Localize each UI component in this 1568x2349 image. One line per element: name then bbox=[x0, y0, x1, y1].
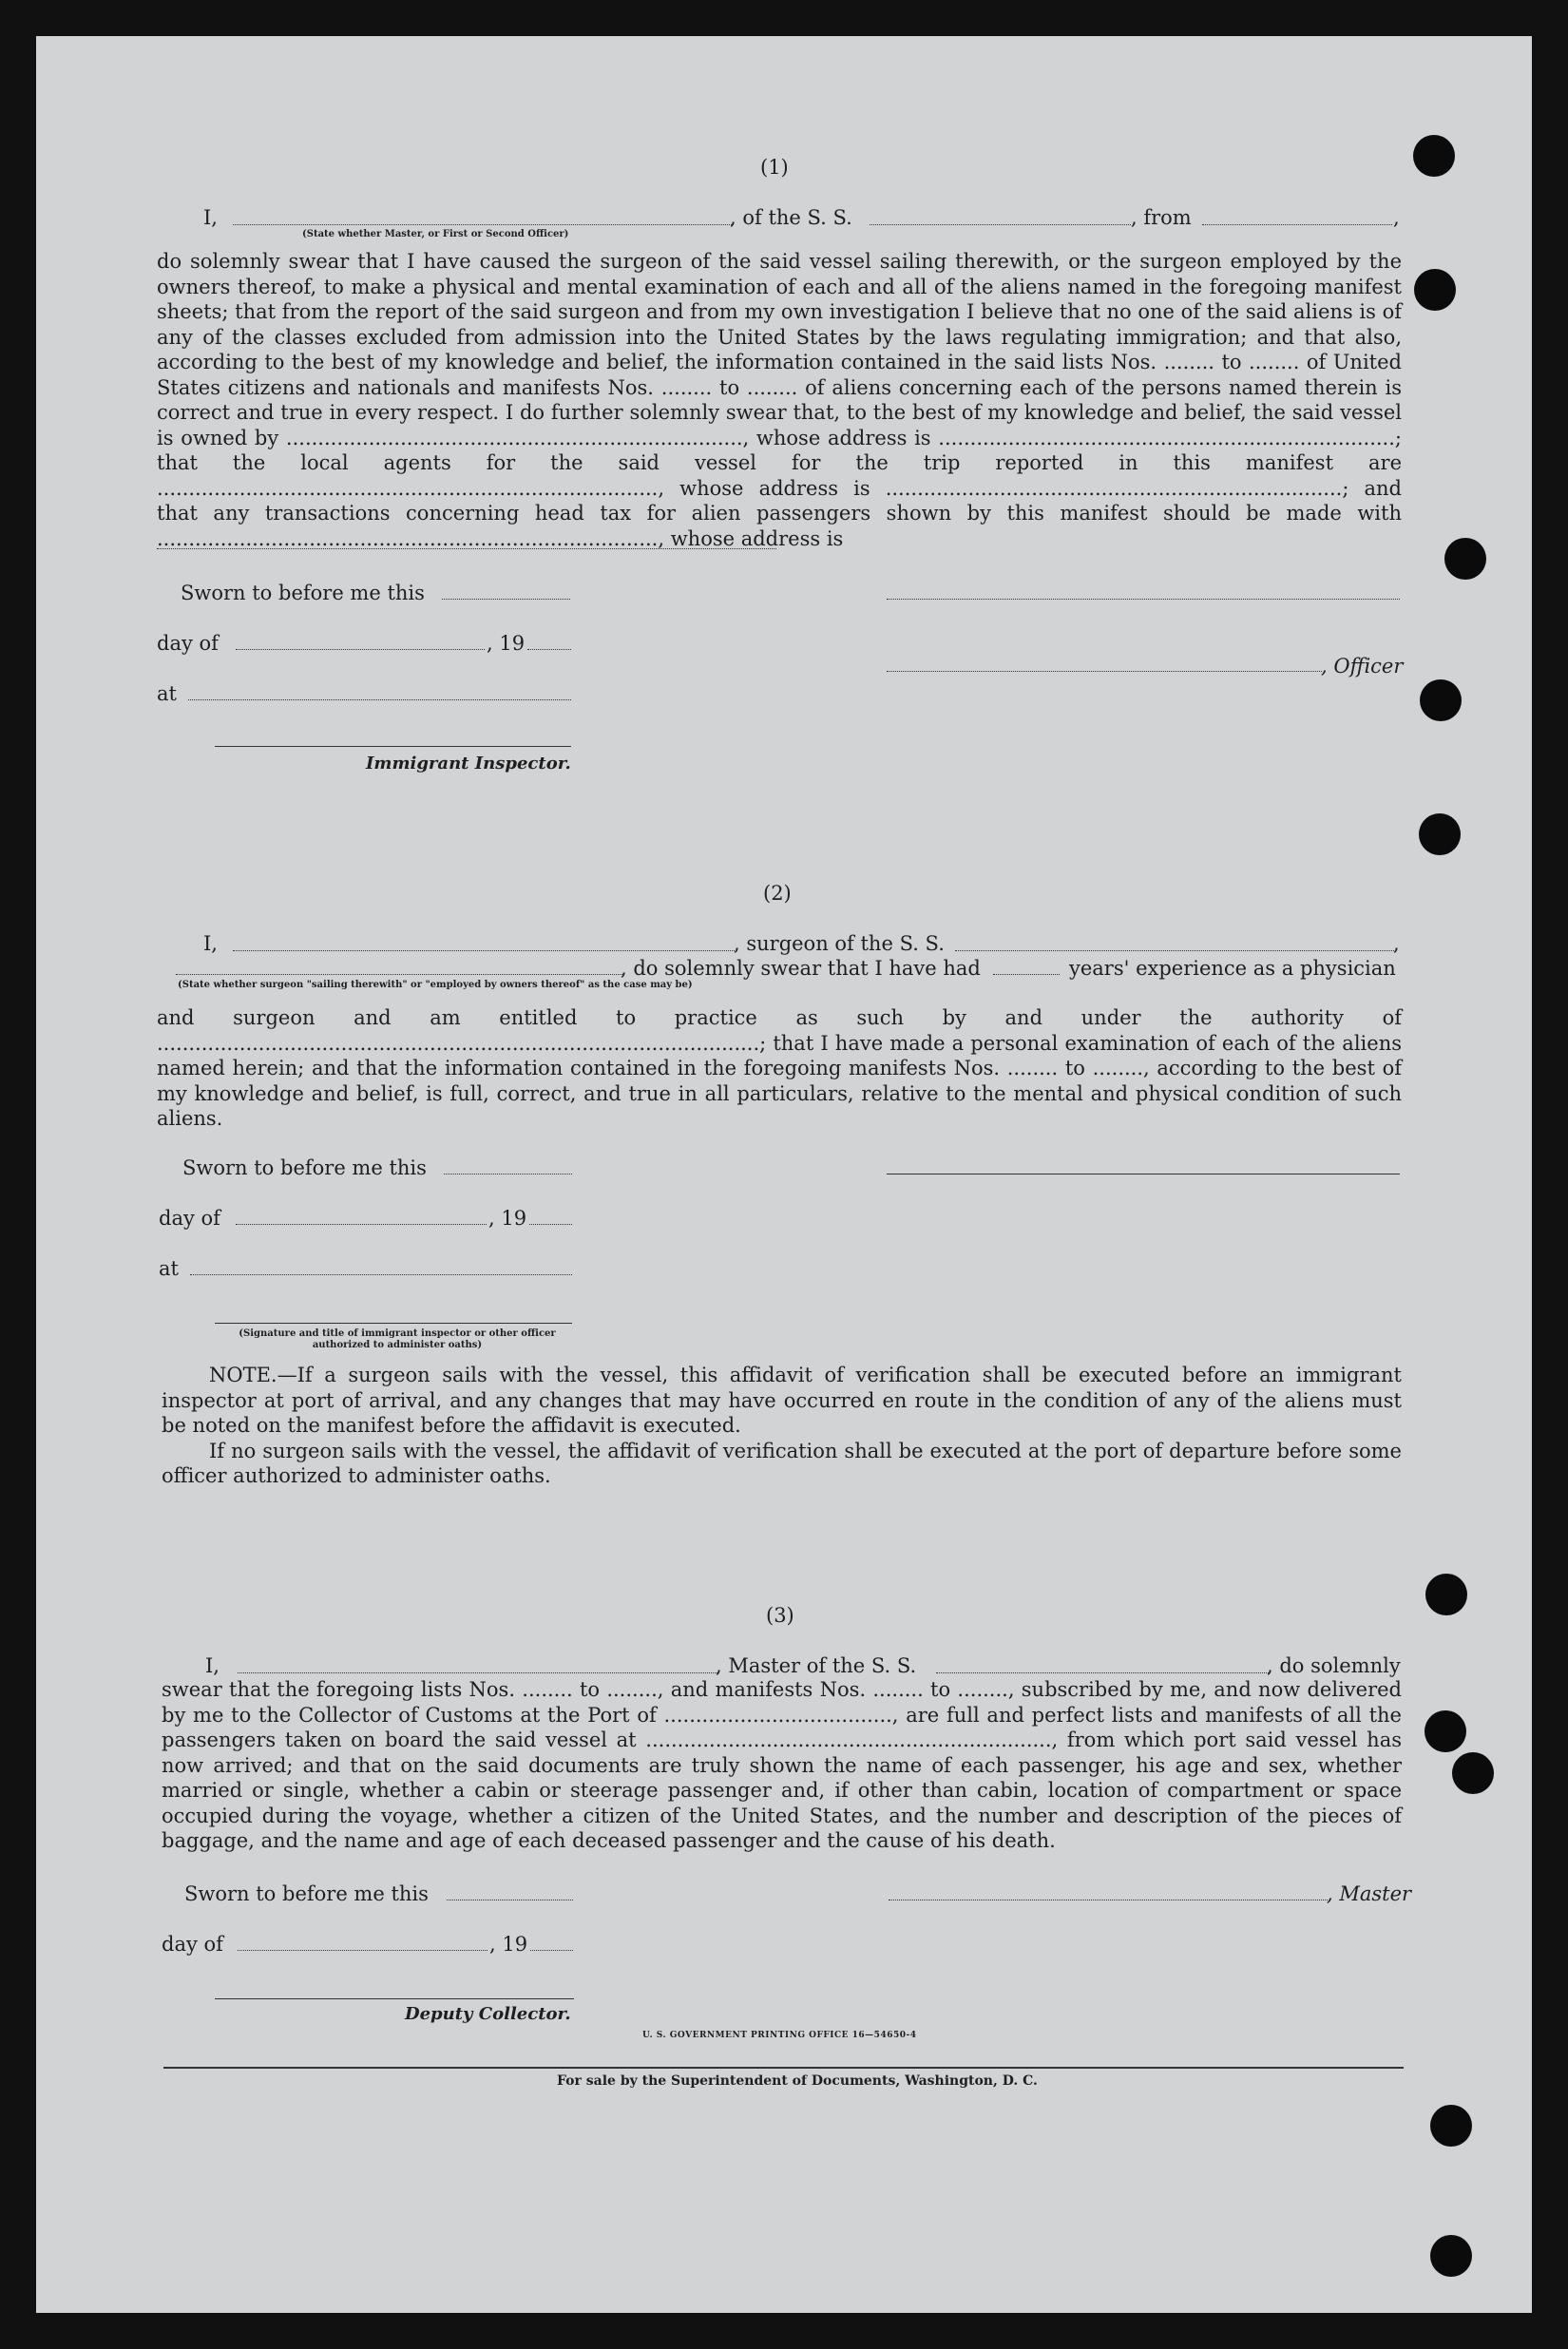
section-1-oath-text: do solemnly swear that I have caused the surgeon of the said vessel sailing therewith, or the surgeon employed by the owners thereof, to make a physical and mental examination of each and all of the aliens named in the foregoing manifest sheets; that from the report of the said surgeon and from my own investigation I believe that no one of the said aliens is of any of the classes excluded from admission into the United States by the laws regulating immigration; and that also, according to the best of my knowledge and belief, the information contained in the said lists Nos. ........ to ........ of United States citizens and nationals and manifests Nos. ........ to ........ of aliens concerning each of the persons named therein is correct and true in every respect. I do further solemnly swear that, to the best of my knowledge and belief, the said vessel is owned by ........................................................................, whose address is ........................................................................; that the local agents for the said vessel for the trip reported in this manifest are ..............................................................................., whose address is ........................................................................; and that any transactions concerning head tax for alien passengers shown by this manifest should be made with ..............................................................................., whose address is bbox=[157, 250, 1402, 550]
surgeon-note: (State whether surgeon "sailing therewith" or "employed by owners thereof" as the case may be) bbox=[178, 980, 693, 990]
surgeon-type-field[interactable] bbox=[176, 974, 622, 975]
surgeon-of-label: , surgeon of the S. S. bbox=[734, 932, 945, 955]
vessel-name-field[interactable] bbox=[870, 224, 1131, 225]
address-continuation-line[interactable] bbox=[157, 548, 776, 549]
master-label: , Master bbox=[1327, 1882, 1412, 1905]
year-field[interactable] bbox=[527, 649, 571, 650]
section-3-body bbox=[162, 1677, 1402, 1854]
from-label: , from bbox=[1131, 206, 1192, 229]
note-text-1: —If a surgeon sails with the vessel, this affidavit of verification shall be executed before an immigrant inspector at port of arrival, and any changes that may have occurred en route in the condition of any of the aliens must be noted on the manifest before the affidavit is executed. bbox=[162, 1364, 1402, 1437]
officer-label: , Officer bbox=[1321, 655, 1404, 678]
vessel-name-field[interactable] bbox=[955, 950, 1394, 951]
punch-hole bbox=[1419, 813, 1461, 855]
i-label: I, bbox=[205, 1654, 220, 1677]
year-label: , 19 bbox=[488, 1207, 527, 1230]
officer-name-field[interactable] bbox=[233, 224, 732, 225]
sale-text: For sale by the Superintendent of Documents, Washington, D. C. bbox=[557, 2073, 1038, 2089]
master-name-field[interactable] bbox=[238, 1672, 717, 1673]
year-field[interactable] bbox=[529, 1224, 572, 1225]
note-text-2: If no surgeon sails with the vessel, the affidavit of verification shall be executed at the port of departure before some officer authorized to administer oaths. bbox=[162, 1439, 1402, 1487]
collector-signature-line[interactable] bbox=[215, 1998, 574, 1999]
note-label: NOTE. bbox=[209, 1364, 277, 1386]
section-1-body bbox=[157, 249, 1402, 551]
sworn-label: Sworn to before me this bbox=[184, 1882, 429, 1905]
vessel-name-field[interactable] bbox=[936, 1672, 1269, 1673]
swear-label: , do solemnly swear that I have had bbox=[621, 957, 981, 980]
solemnly-label: , do solemnly bbox=[1267, 1654, 1401, 1677]
years-label: years' experience as a physician bbox=[1069, 957, 1396, 980]
punch-hole bbox=[1444, 538, 1486, 580]
years-field[interactable] bbox=[993, 974, 1060, 975]
day-of-field[interactable] bbox=[236, 1224, 487, 1225]
inspector-signature-line[interactable] bbox=[215, 1323, 572, 1324]
section-2-oath-text: and surgeon and am entitled to practice as such by and under the authority of ...............................................................................................; that I have made a personal examination of each of the aliens named herein; and that the information contained in the foregoing manifests Nos. ........ to ........, according to the best of my knowledge and belief, is full, correct, and true in all particulars, relative to the mental and physical condition of such aliens. bbox=[157, 1006, 1402, 1130]
section-2-body bbox=[157, 1005, 1402, 1132]
sworn-date-field[interactable] bbox=[442, 599, 570, 600]
footer-rule bbox=[163, 2067, 1404, 2069]
punch-hole bbox=[1413, 135, 1455, 177]
i-label: I, bbox=[203, 206, 218, 229]
sworn-label: Sworn to before me this bbox=[182, 1156, 427, 1179]
section-2-note bbox=[162, 1363, 1402, 1489]
of-ss-label: , of the S. S. bbox=[730, 206, 852, 229]
signature-note: (Signature and title of immigrant inspector or other officer authorized to administer oaths) bbox=[239, 1328, 556, 1350]
year-label: , 19 bbox=[487, 632, 526, 655]
section-3-oath-text: swear that the foregoing lists Nos. ........ to ........, and manifests Nos. ........ to ........, subscribed by me, and now delivered by me to the Collector of Customs at the Port of ...................................., are full and perfect lists and manifests of all the passengers taken on board the said vessel at ................................................................, from which port said vessel has now arrived; and that on the said documents are truly shown the name of each passenger, his age and sex, whether married or single, whether a cabin or steerage passenger and, if other than cabin, location of compartment or space occupied during the voyage, whether a citizen of the United States, and the number and description of the pieces of baggage, and the name and age of each deceased passenger and the cause of his death. bbox=[162, 1678, 1402, 1852]
punch-hole bbox=[1425, 1710, 1466, 1752]
deputy-collector-label: Deputy Collector. bbox=[405, 2004, 571, 2024]
sworn-label: Sworn to before me this bbox=[181, 582, 425, 604]
officer-note: (State whether Master, or First or Second Officer) bbox=[302, 229, 569, 239]
section-2-number: (2) bbox=[763, 882, 792, 905]
punch-hole bbox=[1452, 1752, 1494, 1794]
section-1-number: (1) bbox=[760, 156, 789, 179]
day-of-field[interactable] bbox=[238, 1950, 488, 1951]
day-of-label: day of bbox=[162, 1933, 223, 1956]
punch-hole bbox=[1425, 1574, 1467, 1615]
at-label: at bbox=[159, 1257, 179, 1280]
immigrant-inspector-label: Immigrant Inspector. bbox=[366, 754, 571, 773]
year-label: , 19 bbox=[489, 1933, 528, 1956]
officer-signature-line[interactable] bbox=[887, 599, 1400, 600]
day-of-field[interactable] bbox=[236, 649, 485, 650]
punch-hole bbox=[1414, 269, 1456, 311]
section-3-number: (3) bbox=[766, 1604, 794, 1627]
at-field[interactable] bbox=[188, 699, 571, 700]
i-label: I, bbox=[203, 932, 218, 955]
day-of-label: day of bbox=[157, 632, 219, 655]
from-port-field[interactable] bbox=[1202, 224, 1392, 225]
inspector-signature-line[interactable] bbox=[215, 746, 571, 747]
punch-hole bbox=[1430, 2105, 1472, 2147]
officer-name-line[interactable] bbox=[887, 671, 1322, 672]
year-field[interactable] bbox=[530, 1950, 573, 1951]
surgeon-name-field[interactable] bbox=[233, 950, 735, 951]
printing-office-text: U. S. GOVERNMENT PRINTING OFFICE 16—54650-4 bbox=[642, 2031, 917, 2040]
master-of-label: , Master of the S. S. bbox=[716, 1654, 917, 1677]
at-label: at bbox=[157, 682, 177, 705]
day-of-label: day of bbox=[159, 1207, 220, 1230]
punch-hole bbox=[1430, 2235, 1472, 2277]
at-field[interactable] bbox=[190, 1274, 572, 1275]
punch-hole bbox=[1420, 679, 1462, 721]
